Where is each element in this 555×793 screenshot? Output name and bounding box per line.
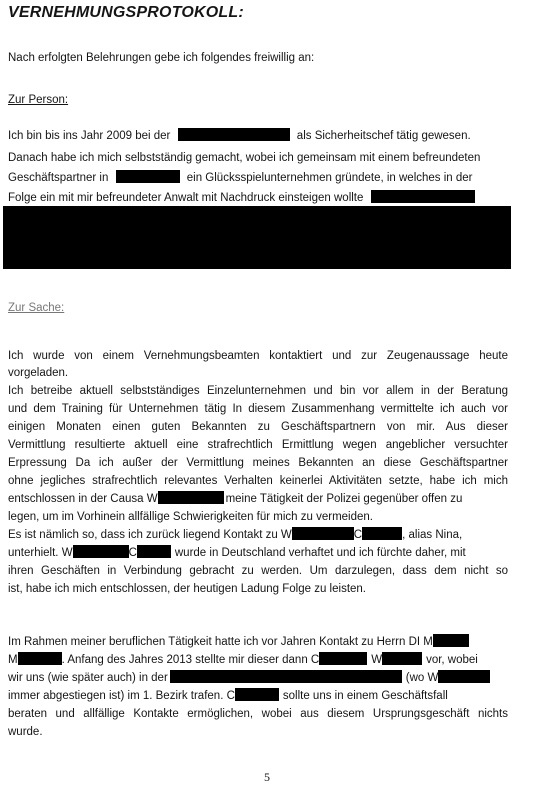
- sache-line: legen, um im Vorhinein allfällige Schwierigkeiten für mich zu vermeiden.: [8, 511, 373, 523]
- redaction-bar: [178, 128, 290, 141]
- unterhielt-line: [8, 545, 508, 561]
- person-line-2: Danach habe ich mich selbstständig gemacht, wobei ich gemeinsam mit einem befreundeten: [8, 152, 481, 164]
- unterhielt-line-a: unterhielt. W: [8, 547, 73, 559]
- redaction-bar: [73, 545, 129, 558]
- sache-line: ist, habe ich mich entschlossen, der heutigen Ladung Folge zu leisten.: [8, 583, 366, 595]
- redaction-bar: [319, 652, 367, 665]
- redaction-bar: [382, 652, 422, 665]
- redaction-bar: [371, 190, 475, 203]
- para3-line-2-d: vor, wobei: [426, 654, 478, 666]
- para3-line-6: wurde.: [8, 726, 43, 738]
- para3-line-5: beraten und allfällige Kontakte ermöglichen, wobei aus diesem Ursprungsgeschäft nichts: [8, 708, 508, 720]
- sache-line: einigen Monaten einen guten Bekannten zu Geschäftspartnern von mir. Aus dieser: [8, 421, 508, 433]
- para3-line-2-b: . Anfang des Jahres 2013 stellte mir dieser dann C: [61, 654, 320, 666]
- person-line-1: [8, 128, 508, 144]
- sache-line: Vermittlung resultierte aktuell eine strafrechtlich Ermittlung wegen angeblicher versuchter: [8, 439, 508, 451]
- para3-line-2: [8, 652, 508, 668]
- kontakt-line-c: , alias Nina,: [402, 529, 463, 541]
- document-title: VERNEHMUNGSPROTOKOLL:: [8, 4, 244, 21]
- person-heading: Zur Person:: [8, 94, 69, 106]
- sache-line: und dem Training für Unternehmen tätig In diesem Zusammenhang vermittelte ich auch vor: [8, 403, 508, 415]
- para3-line-4: [8, 688, 508, 704]
- sache-line: vorgeladen.: [8, 367, 69, 379]
- person-line-4: [8, 190, 508, 206]
- para3-line-4-b: sollte uns in einem Geschäftsfall: [282, 690, 448, 702]
- redaction-bar: [170, 670, 402, 683]
- person-line-3: [8, 170, 508, 186]
- redaction-bar: [158, 491, 224, 504]
- redaction-bar: [438, 670, 490, 683]
- sache-heading: Zur Sache:: [8, 302, 65, 314]
- redaction-bar: [18, 652, 62, 665]
- person-line-1-a: Ich bin bis ins Jahr 2009 bei der: [8, 130, 171, 142]
- para3-line-3-b: (wo W: [405, 672, 439, 684]
- para3-line-3: [8, 670, 508, 686]
- redaction-bar: [292, 527, 354, 540]
- para3-line-3-a: wir uns (wie später auch) in der: [8, 672, 168, 684]
- para3-line-2-a: M: [8, 654, 18, 666]
- intro-text: Nach erfolgten Belehrungen gebe ich folgendes freiwillig an:: [8, 52, 315, 64]
- redaction-bar: [116, 170, 180, 183]
- kontakt-line-b: C: [353, 529, 363, 541]
- sache-line: ohne jegliches strafrechtlich relevantes Verhalten keinerlei Aktivitäten setzte, habe ich mich: [8, 475, 508, 487]
- para3-line-4-a: immer abgestiegen ist) im 1. Bezirk trafen. C: [8, 690, 235, 702]
- kontakt-line: [8, 527, 508, 543]
- para3-line-2-c: W: [371, 654, 383, 666]
- person-line-3-b: ein Glücksspielunternehmen gründete, in welches in der: [186, 172, 473, 184]
- para3-line-1-a: Im Rahmen meiner beruflichen Tätigkeit hatte ich vor Jahren Kontakt zu Herrn DI M: [8, 636, 433, 648]
- person-line-4-a: Folge ein mit mir befreundeter Anwalt mit Nachdruck einsteigen wollte: [8, 192, 364, 204]
- redaction-block: [3, 206, 511, 269]
- sache-line: ihren Geschäften in Verbindung gebracht zu werden. Um darzulegen, dass dem nicht so: [8, 565, 508, 577]
- sache-line: Ich betreibe aktuell selbstständiges Einzelunternehmen und bin vor allem in der Beratung: [8, 385, 508, 397]
- unterhielt-line-c: wurde in Deutschland verhaftet und ich fürchte daher, mit: [174, 547, 466, 559]
- redaction-bar: [433, 634, 469, 647]
- redaction-bar: [362, 527, 402, 540]
- sache-line: Ich wurde von einem Vernehmungsbeamten kontaktiert und zur Zeugenaussage heute: [8, 350, 508, 362]
- sache-line: Erpressung Da ich außer der Vermittlung meines Bekannten an diese Geschäftspartner: [8, 457, 508, 469]
- causa-line-a: entschlossen in der Causa W: [8, 493, 158, 505]
- redaction-bar: [137, 545, 171, 558]
- unterhielt-line-b: C: [128, 547, 137, 559]
- person-line-3-a: Geschäftspartner in: [8, 172, 109, 184]
- causa-line: [8, 491, 508, 507]
- page-number: 5: [264, 770, 270, 784]
- kontakt-line-a: Es ist nämlich so, dass ich zurück liegend Kontakt zu W: [8, 529, 292, 541]
- person-line-1-b: als Sicherheitschef tätig gewesen.: [296, 130, 471, 142]
- redaction-bar: [235, 688, 279, 701]
- causa-line-b: meine Tätigkeit der Polizei gegenüber offen zu: [225, 493, 463, 505]
- para3-line-1: [8, 634, 508, 650]
